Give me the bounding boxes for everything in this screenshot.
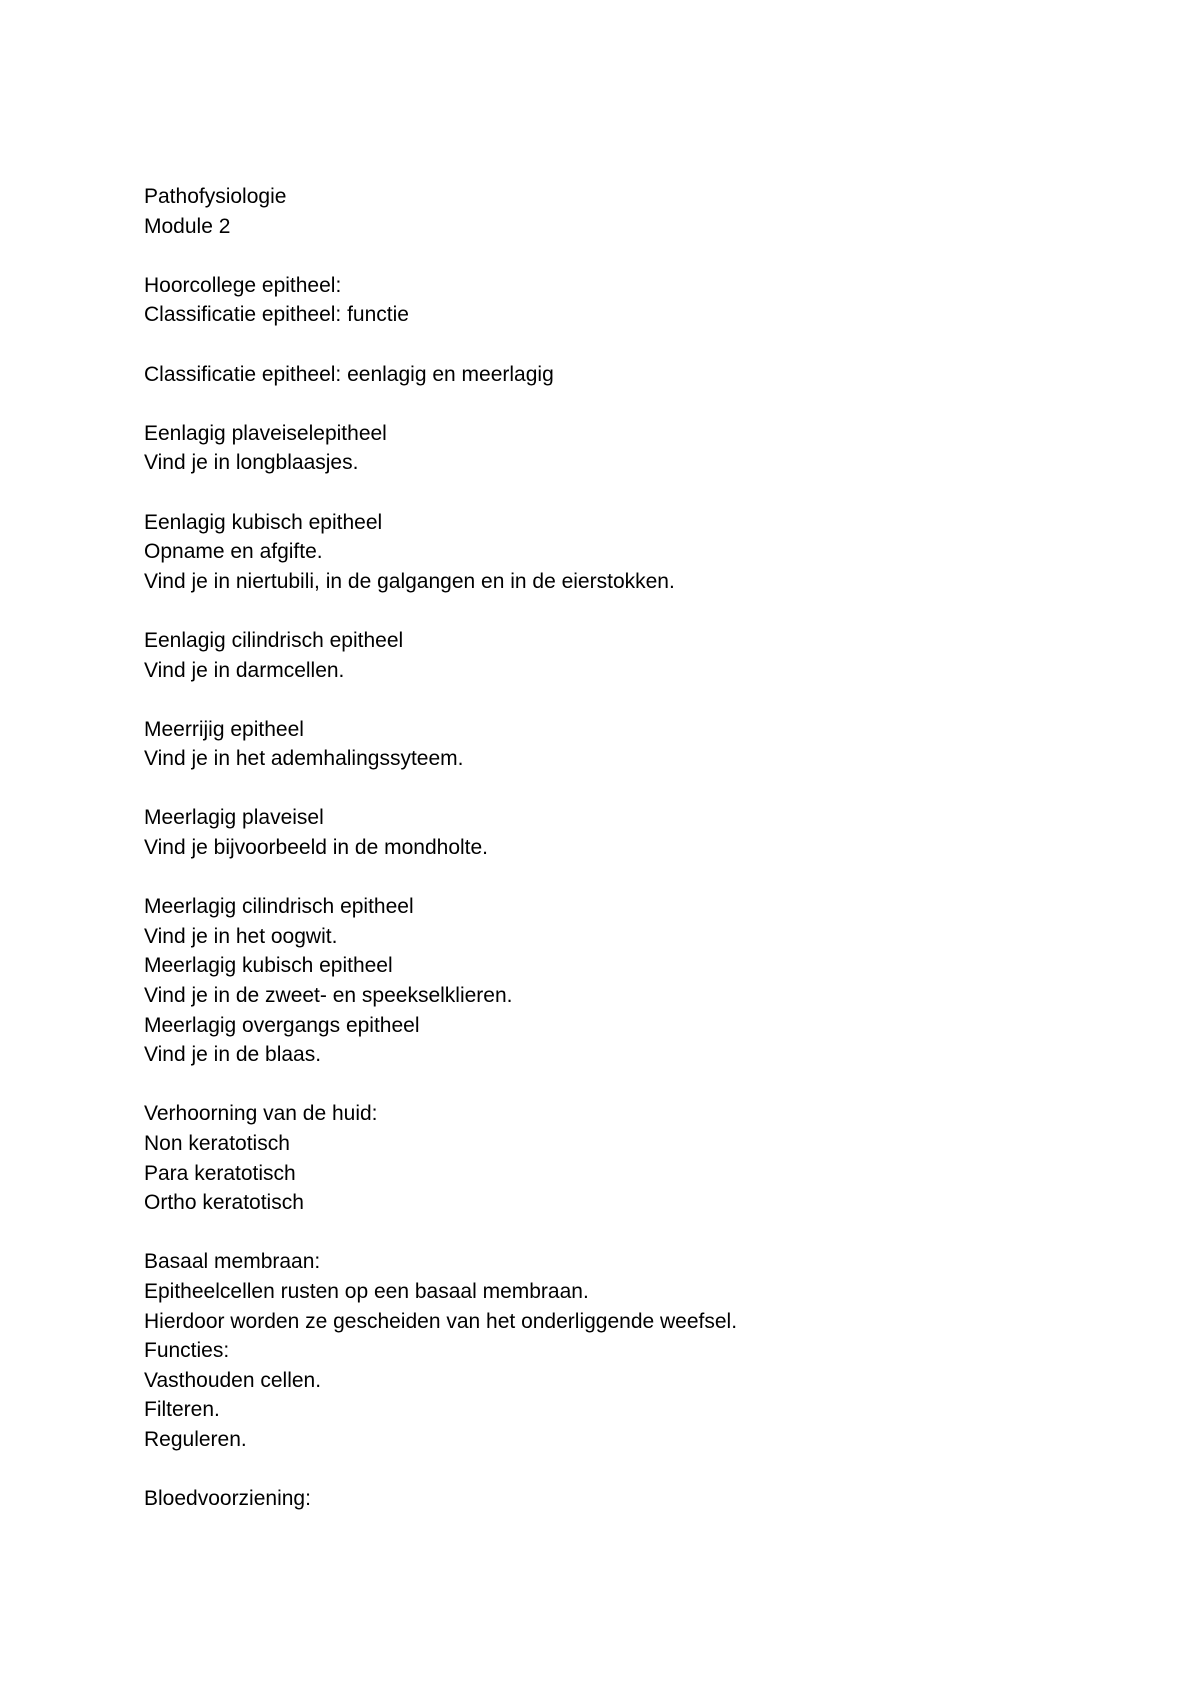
paragraph-gap bbox=[144, 241, 1084, 271]
paragraph-gap bbox=[144, 596, 1084, 626]
text-line: Vind je in longblaasjes. bbox=[144, 451, 359, 475]
text-line: Classificatie epitheel: eenlagig en meerlagig bbox=[144, 362, 554, 386]
paragraph-gap bbox=[144, 774, 1084, 804]
epitheel-type-heading: Meerlagig plaveisel bbox=[144, 806, 324, 830]
epitheel-type-heading: Meerlagig overgangs epitheel bbox=[144, 1013, 420, 1037]
text-line: Epitheelcellen rusten op een basaal membraan. bbox=[144, 1279, 589, 1303]
text-line: Vind je bijvoorbeeld in de mondholte. bbox=[144, 836, 489, 860]
epitheel-type-heading: Eenlagig cilindrisch epitheel bbox=[144, 628, 404, 652]
text-line: Opname en afgifte. bbox=[144, 540, 323, 564]
text-line: Vind je in het oogwit. bbox=[144, 924, 338, 948]
text-line: Classificatie epitheel: functie bbox=[144, 303, 409, 327]
epitheel-type-heading: Meerrijig epitheel bbox=[144, 717, 304, 741]
paragraph-gap bbox=[144, 1218, 1084, 1248]
text-line: Vasthouden cellen. bbox=[144, 1368, 322, 1392]
text-line: Vind je in de zweet- en speekselklieren. bbox=[144, 984, 513, 1008]
epitheel-type-heading: Meerlagig cilindrisch epitheel bbox=[144, 895, 414, 919]
text-line: Reguleren. bbox=[144, 1427, 247, 1451]
text-line: Vind je in niertubili, in de galgangen en in de eierstokken. bbox=[144, 569, 675, 593]
text-line: Non keratotisch bbox=[144, 1132, 290, 1155]
epitheel-type-heading: Eenlagig kubisch epitheel bbox=[144, 510, 383, 534]
course-title: Pathofysiologie bbox=[144, 185, 287, 208]
text-line: Vind je in het ademhalingssyteem. bbox=[144, 747, 464, 771]
text-line: Functies: bbox=[144, 1339, 230, 1363]
section-heading-verhoorning: Verhoorning van de huid: bbox=[144, 1102, 378, 1126]
text-line: Filteren. bbox=[144, 1398, 220, 1422]
module-title: Module 2 bbox=[144, 214, 231, 238]
section-heading-basaal-membraan: Basaal membraan: bbox=[144, 1250, 321, 1274]
paragraph-gap bbox=[144, 1070, 1084, 1100]
text-line: Vind je in darmcellen. bbox=[144, 658, 345, 682]
epitheel-type-heading: Eenlagig plaveiselepitheel bbox=[144, 421, 387, 445]
section-heading-bloedvoorziening: Bloedvoorziening: bbox=[144, 1487, 311, 1511]
section-heading-hoorcollege: Hoorcollege epitheel: bbox=[144, 273, 342, 297]
paragraph-gap bbox=[144, 330, 1084, 360]
text-line: Ortho keratotisch bbox=[144, 1191, 304, 1215]
paragraph-gap bbox=[144, 685, 1084, 715]
paragraph-gap bbox=[144, 863, 1084, 893]
paragraph-gap bbox=[144, 478, 1084, 508]
text-line: Vind je in de blaas. bbox=[144, 1043, 322, 1067]
text-line: Hierdoor worden ze gescheiden van het onderliggende weefsel. bbox=[144, 1309, 738, 1333]
epitheel-type-heading: Meerlagig kubisch epitheel bbox=[144, 954, 393, 978]
text-line: Para keratotisch bbox=[144, 1161, 296, 1185]
paragraph-gap bbox=[144, 389, 1084, 419]
document-body bbox=[144, 182, 1084, 1514]
paragraph-gap bbox=[144, 1455, 1084, 1485]
